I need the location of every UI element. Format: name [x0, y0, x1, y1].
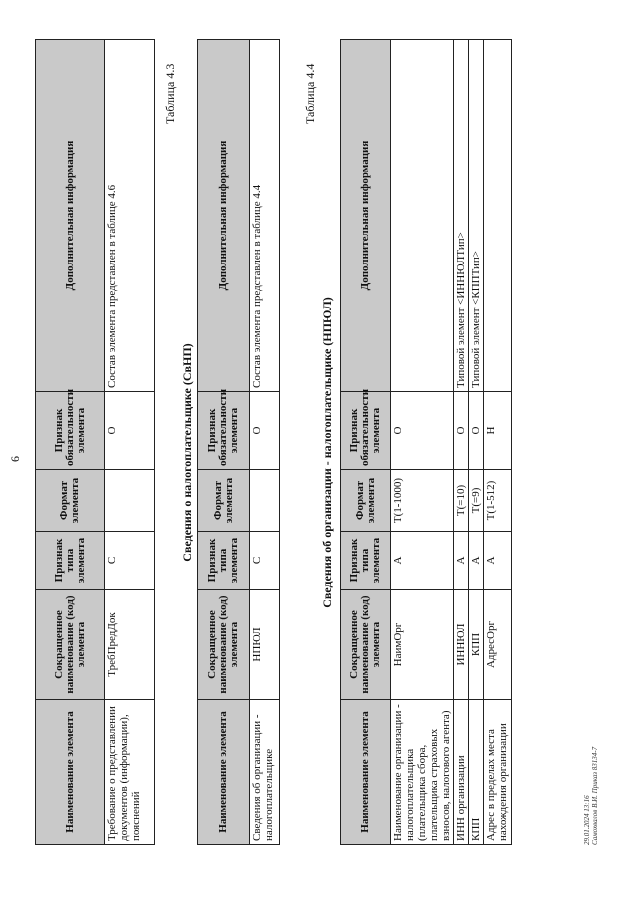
col-header: Дополнительная информация [341, 40, 391, 392]
table-row [391, 40, 454, 845]
cell-code: НПЮЛ [250, 590, 280, 700]
col-header: Сокращенное наименование (код) элемента [341, 590, 391, 700]
col-header: Наименование элемента [341, 700, 391, 845]
cell-name: Требование о представлении документов (информации), пояснений [105, 700, 155, 845]
footer-signature: Самохвалов В.И. Приказ 83134-7 [591, 746, 599, 845]
cell-format: T(=10) [454, 470, 469, 532]
col-header: Дополнительная информация [36, 40, 105, 392]
cell-required: О [469, 392, 484, 470]
cell-type: А [391, 532, 454, 590]
col-header: Формат элемента [341, 470, 391, 532]
cell-name: Сведения об организации - налогоплательщике [250, 700, 280, 845]
table-row [469, 40, 484, 845]
cell-format: T(1-1000) [391, 470, 454, 532]
cell-format: T(=9) [469, 470, 484, 532]
cell-info [391, 40, 454, 392]
cell-format: T(1-512) [484, 470, 512, 532]
cell-name: Адрес в пределах места нахождения организации [484, 700, 512, 845]
footer-date: 29.01.2024 13:16 [583, 795, 591, 845]
page-number: 6 [8, 456, 22, 462]
cell-required: О [105, 392, 155, 470]
table-caption: Сведения о налогоплательщике (СвНП) [180, 343, 194, 562]
cell-name: ИНН организации [454, 700, 469, 845]
cell-name: КПП [469, 700, 484, 845]
cell-required: Н [484, 392, 512, 470]
table-label: Таблица 4.4 [303, 63, 317, 124]
cell-format [250, 470, 280, 532]
table-4-3 [197, 39, 280, 845]
cell-required: О [454, 392, 469, 470]
cell-required: О [250, 392, 280, 470]
col-header: Формат элемента [36, 470, 105, 532]
cell-info: Типовой элемент <ИННЮЛТип> [454, 40, 469, 392]
cell-code: ТребПредДок [105, 590, 155, 700]
header-row [36, 40, 105, 845]
footer-stamp [583, 747, 599, 845]
cell-code: ИННЮЛ [454, 590, 469, 700]
table-row [484, 40, 512, 845]
col-header: Наименование элемента [36, 700, 105, 845]
table-top [35, 39, 155, 845]
cell-type: С [105, 532, 155, 590]
table-4-4 [340, 39, 512, 845]
col-header: Признак типа элемента [341, 532, 391, 590]
cell-name: Наименование организации - налогоплательщика (плательщика сбора, плательщика страховых взносов, налогового агента) [391, 700, 454, 845]
col-header: Сокращенное наименование (код) элемента [36, 590, 105, 700]
col-header: Сокращенное наименование (код) элемента [198, 590, 250, 700]
table-caption: Сведения об организации - налогоплательщике (НПЮЛ) [320, 297, 334, 608]
col-header: Признак обязательности элемента [341, 392, 391, 470]
header-row [341, 40, 391, 845]
cell-format [105, 470, 155, 532]
col-header: Признак типа элемента [198, 532, 250, 590]
cell-type: С [250, 532, 280, 590]
header-row [198, 40, 250, 845]
cell-code: АдресОрг [484, 590, 512, 700]
cell-info [484, 40, 512, 392]
col-header: Дополнительная информация [198, 40, 250, 392]
cell-type: А [484, 532, 512, 590]
cell-info: Состав элемента представлен в таблице 4.4 [250, 40, 280, 392]
table-row [250, 40, 280, 845]
cell-type: А [454, 532, 469, 590]
col-header: Признак типа элемента [36, 532, 105, 590]
cell-code: КПП [469, 590, 484, 700]
cell-required: О [391, 392, 454, 470]
col-header: Признак обязательности элемента [198, 392, 250, 470]
cell-info: Типовой элемент <КППТип> [469, 40, 484, 392]
table-label: Таблица 4.3 [163, 63, 177, 124]
table-row [105, 40, 155, 845]
table-row [454, 40, 469, 845]
col-header: Наименование элемента [198, 700, 250, 845]
col-header: Признак обязательности элемента [36, 392, 105, 470]
cell-type: А [469, 532, 484, 590]
cell-info: Состав элемента представлен в таблице 4.6 [105, 40, 155, 392]
col-header: Формат элемента [198, 470, 250, 532]
cell-code: НаимОрг [391, 590, 454, 700]
